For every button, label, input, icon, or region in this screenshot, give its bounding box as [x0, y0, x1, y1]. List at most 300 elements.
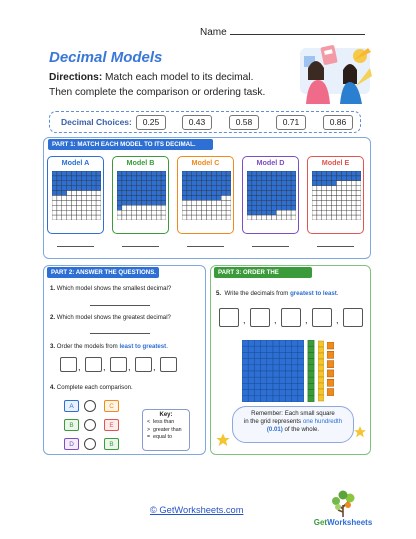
empty-square: [197, 210, 202, 215]
flat-square: [279, 346, 285, 352]
empty-square: [187, 210, 192, 215]
flat-square: [261, 346, 267, 352]
empty-square: [276, 215, 281, 220]
empty-square: [322, 191, 327, 196]
empty-square: [356, 186, 361, 191]
empty-square: [77, 191, 82, 196]
shaded-square: [267, 210, 272, 215]
empty-square: [346, 186, 351, 191]
directions: [49, 71, 299, 100]
empty-square: [182, 205, 187, 210]
flat-square: [267, 352, 273, 358]
answer-line-e[interactable]: [317, 246, 354, 247]
empty-square: [356, 196, 361, 201]
empty-square: [67, 196, 72, 201]
flat-square: [267, 383, 273, 389]
empty-square: [182, 215, 187, 220]
empty-square: [356, 191, 361, 196]
empty-square: [327, 210, 332, 215]
empty-square: [62, 205, 67, 210]
shaded-square: [62, 181, 67, 186]
empty-square: [202, 215, 207, 220]
question-1: [50, 285, 171, 293]
shaded-square: [286, 171, 291, 176]
shaded-square: [252, 186, 257, 191]
empty-square: [62, 200, 67, 205]
answer-line-d[interactable]: [252, 246, 289, 247]
rod-cube: [318, 341, 324, 347]
flat-square: [298, 383, 304, 389]
empty-square: [72, 210, 77, 215]
shaded-square: [262, 181, 267, 186]
empty-square: [216, 215, 221, 220]
empty-square: [322, 215, 327, 220]
shaded-square: [207, 181, 212, 186]
empty-square: [341, 186, 346, 191]
empty-square: [346, 200, 351, 205]
shaded-square: [77, 181, 82, 186]
shaded-square: [81, 171, 86, 176]
empty-square: [86, 191, 91, 196]
shaded-square: [211, 176, 216, 181]
flat-square: [267, 359, 273, 365]
compare-circle[interactable]: [84, 438, 96, 450]
empty-square: [312, 200, 317, 205]
rod-cube: [318, 371, 324, 377]
comma: ,: [128, 362, 131, 372]
flat-square: [273, 383, 279, 389]
rod-cube: [308, 396, 314, 402]
empty-square: [122, 210, 127, 215]
shaded-square: [327, 181, 332, 186]
shaded-square: [137, 176, 142, 181]
shaded-square: [96, 176, 101, 181]
shaded-square: [161, 196, 166, 201]
empty-square: [252, 215, 257, 220]
empty-square: [77, 196, 82, 201]
key-symbol: >: [147, 426, 151, 433]
order-box[interactable]: [85, 357, 102, 372]
unit-cube: [327, 361, 334, 368]
shaded-square: [72, 176, 77, 181]
shaded-square: [91, 176, 96, 181]
question-5: [216, 290, 339, 298]
shaded-square: [52, 181, 57, 186]
shaded-square: [312, 181, 317, 186]
empty-square: [86, 196, 91, 201]
empty-square: [132, 215, 137, 220]
empty-square: [341, 215, 346, 220]
empty-square: [351, 196, 356, 201]
decimal-order-box[interactable]: [250, 308, 270, 327]
flat-square: [248, 340, 254, 346]
empty-square: [327, 196, 332, 201]
shaded-square: [332, 176, 337, 181]
decimal-order-box[interactable]: [312, 308, 332, 327]
shaded-square: [117, 191, 122, 196]
flat-square: [285, 352, 291, 358]
empty-square: [52, 215, 57, 220]
flat-square: [248, 371, 254, 377]
decimal-order-box[interactable]: [343, 308, 363, 327]
shaded-square: [272, 205, 277, 210]
shaded-square: [127, 181, 132, 186]
empty-square: [142, 205, 147, 210]
flat-square: [242, 365, 248, 371]
empty-square: [207, 215, 212, 220]
shaded-square: [356, 176, 361, 181]
page-title: Decimal Models: [49, 49, 163, 66]
rod-cube: [308, 377, 314, 383]
shaded-square: [192, 191, 197, 196]
order-box[interactable]: [60, 357, 77, 372]
shaded-square: [137, 200, 142, 205]
empty-square: [317, 196, 322, 201]
shaded-square: [192, 171, 197, 176]
shaded-square: [161, 171, 166, 176]
shaded-square: [122, 196, 127, 201]
footer-link[interactable]: © GetWorksheets.com: [150, 505, 244, 515]
order-box[interactable]: [135, 357, 152, 372]
shaded-square: [156, 181, 161, 186]
empty-square: [57, 196, 62, 201]
shaded-square: [252, 171, 257, 176]
answer-line-q2[interactable]: [90, 333, 150, 334]
name-line[interactable]: [230, 26, 365, 35]
order-box[interactable]: [160, 357, 177, 372]
empty-square: [197, 200, 202, 205]
question-number: 2.: [50, 314, 56, 321]
choice-chip: 0.71: [276, 115, 306, 130]
question-number: 1.: [50, 285, 56, 292]
shaded-square: [221, 186, 226, 191]
empty-square: [211, 205, 216, 210]
shaded-square: [187, 176, 192, 181]
flat-square: [298, 346, 304, 352]
shaded-square: [161, 181, 166, 186]
shaded-square: [96, 186, 101, 191]
answer-line-c[interactable]: [187, 246, 224, 247]
empty-square: [91, 210, 96, 215]
shaded-square: [192, 181, 197, 186]
flat-square: [248, 396, 254, 402]
empty-square: [291, 210, 296, 215]
shaded-square: [86, 186, 91, 191]
flat-square: [285, 371, 291, 377]
empty-square: [77, 210, 82, 215]
shaded-square: [52, 176, 57, 181]
shaded-square: [226, 181, 231, 186]
shaded-square: [252, 181, 257, 186]
shaded-square: [192, 176, 197, 181]
rod-cube: [308, 390, 314, 396]
empty-square: [337, 196, 342, 201]
shaded-square: [132, 181, 137, 186]
shaded-square: [262, 210, 267, 215]
shaded-square: [247, 181, 252, 186]
rod-cube: [308, 371, 314, 377]
shaded-square: [291, 171, 296, 176]
shaded-square: [281, 196, 286, 201]
shaded-square: [247, 191, 252, 196]
flat-square: [273, 377, 279, 383]
empty-square: [341, 200, 346, 205]
shaded-square: [86, 176, 91, 181]
shaded-square: [221, 181, 226, 186]
shaded-square: [187, 186, 192, 191]
unit-cube: [327, 370, 334, 377]
shaded-square: [211, 186, 216, 191]
shaded-square: [182, 176, 187, 181]
comma: ,: [153, 362, 156, 372]
empty-square: [146, 205, 151, 210]
flat-square: [248, 359, 254, 365]
shaded-square: [346, 176, 351, 181]
shaded-square: [132, 171, 137, 176]
shaded-square: [211, 171, 216, 176]
empty-square: [52, 196, 57, 201]
key-meaning: less than: [153, 419, 175, 426]
empty-square: [286, 210, 291, 215]
decimal-order-box[interactable]: [219, 308, 239, 327]
empty-square: [81, 205, 86, 210]
students-illustration: [294, 42, 376, 104]
empty-square: [187, 215, 192, 220]
shaded-square: [122, 171, 127, 176]
flat-square: [273, 359, 279, 365]
shaded-square: [197, 181, 202, 186]
empty-square: [52, 210, 57, 215]
empty-square: [351, 215, 356, 220]
empty-square: [332, 186, 337, 191]
shaded-square: [52, 171, 57, 176]
flat-square: [254, 340, 260, 346]
question-number: 3.: [50, 343, 56, 350]
flat-square: [242, 340, 248, 346]
empty-square: [312, 205, 317, 210]
shaded-square: [62, 191, 67, 196]
shaded-square: [197, 191, 202, 196]
shaded-square: [276, 186, 281, 191]
shaded-square: [151, 171, 156, 176]
shaded-square: [221, 191, 226, 196]
shaded-square: [322, 181, 327, 186]
answer-line-b[interactable]: [122, 246, 159, 247]
decimal-order-box[interactable]: [281, 308, 301, 327]
shaded-square: [247, 200, 252, 205]
question-number: 5.: [216, 290, 222, 297]
shaded-square: [286, 186, 291, 191]
empty-square: [192, 205, 197, 210]
empty-square: [221, 205, 226, 210]
flat-square: [279, 365, 285, 371]
flat-square: [254, 377, 260, 383]
model-label: Model A: [61, 158, 90, 167]
shaded-square: [272, 196, 277, 201]
ten-rod-yellow: [318, 340, 324, 402]
empty-square: [117, 215, 122, 220]
star-icon: [215, 432, 231, 448]
flat-square: [298, 359, 304, 365]
order-box[interactable]: [110, 357, 127, 372]
empty-square: [202, 205, 207, 210]
answer-line-q1[interactable]: [90, 305, 150, 306]
flat-square: [242, 352, 248, 358]
empty-square: [322, 200, 327, 205]
empty-square: [57, 215, 62, 220]
shaded-square: [207, 171, 212, 176]
flat-square: [292, 396, 298, 402]
empty-square: [57, 205, 62, 210]
empty-square: [146, 215, 151, 220]
shaded-square: [211, 181, 216, 186]
flat-square: [261, 377, 267, 383]
empty-square: [211, 215, 216, 220]
shaded-square: [117, 205, 122, 210]
empty-square: [137, 205, 142, 210]
rod-cube: [308, 346, 314, 352]
flat-square: [248, 377, 254, 383]
key-row: [143, 419, 189, 426]
shaded-square: [72, 186, 77, 191]
shaded-square: [216, 171, 221, 176]
shaded-square: [197, 176, 202, 181]
logo-text: [314, 518, 373, 527]
logo-text-get: Get: [313, 518, 328, 527]
flat-square: [279, 377, 285, 383]
shaded-square: [267, 191, 272, 196]
empty-square: [346, 191, 351, 196]
shaded-square: [267, 196, 272, 201]
flat-square: [292, 346, 298, 352]
compare-circle[interactable]: [84, 400, 96, 412]
empty-square: [312, 215, 317, 220]
rod-cube: [318, 359, 324, 365]
empty-square: [211, 200, 216, 205]
empty-square: [202, 200, 207, 205]
shaded-square: [117, 186, 122, 191]
shaded-square: [117, 181, 122, 186]
shaded-square: [337, 171, 342, 176]
shaded-square: [182, 196, 187, 201]
shaded-square: [346, 171, 351, 176]
name-label: Name: [200, 27, 227, 38]
answer-line-a[interactable]: [57, 246, 94, 247]
flat-square: [254, 390, 260, 396]
empty-square: [187, 200, 192, 205]
unit-cube: [327, 342, 334, 349]
flat-square: [273, 396, 279, 402]
empty-square: [96, 210, 101, 215]
rod-cube: [318, 377, 324, 383]
shaded-square: [122, 181, 127, 186]
flat-square: [242, 390, 248, 396]
shaded-square: [281, 205, 286, 210]
empty-square: [317, 210, 322, 215]
shaded-square: [257, 186, 262, 191]
rod-cube: [308, 352, 314, 358]
shaded-square: [91, 186, 96, 191]
shaded-square: [151, 191, 156, 196]
shaded-square: [77, 186, 82, 191]
flat-square: [254, 365, 260, 371]
shaded-square: [322, 176, 327, 181]
name-field[interactable]: [200, 26, 365, 38]
flat-square: [261, 340, 267, 346]
flat-square: [273, 371, 279, 377]
shaded-square: [122, 176, 127, 181]
empty-square: [86, 200, 91, 205]
empty-square: [127, 210, 132, 215]
empty-square: [161, 210, 166, 215]
shaded-square: [221, 176, 226, 181]
empty-square: [317, 191, 322, 196]
empty-square: [151, 210, 156, 215]
shaded-square: [247, 210, 252, 215]
shaded-square: [216, 196, 221, 201]
shaded-square: [67, 186, 72, 191]
empty-square: [96, 200, 101, 205]
shaded-square: [257, 196, 262, 201]
empty-square: [216, 200, 221, 205]
shaded-square: [291, 200, 296, 205]
shaded-square: [161, 186, 166, 191]
empty-square: [322, 210, 327, 215]
flat-square: [279, 340, 285, 346]
model-label: Model C: [191, 158, 220, 167]
shaded-square: [337, 176, 342, 181]
flat-square: [254, 383, 260, 389]
flat-square: [279, 352, 285, 358]
key-symbol: <: [147, 419, 151, 426]
shaded-square: [257, 200, 262, 205]
empty-square: [247, 215, 252, 220]
flat-square: [292, 365, 298, 371]
flat-square: [254, 396, 260, 402]
compare-left: D: [64, 438, 79, 450]
flat-square: [285, 396, 291, 402]
shaded-square: [216, 181, 221, 186]
shaded-square: [142, 191, 147, 196]
shaded-square: [216, 176, 221, 181]
shaded-square: [67, 171, 72, 176]
empty-square: [81, 210, 86, 215]
shaded-square: [122, 191, 127, 196]
shaded-square: [81, 176, 86, 181]
flat-square: [267, 396, 273, 402]
shaded-square: [127, 196, 132, 201]
shaded-square: [146, 196, 151, 201]
shaded-square: [132, 196, 137, 201]
compare-circle[interactable]: [84, 419, 96, 431]
empty-square: [221, 200, 226, 205]
shaded-square: [291, 196, 296, 201]
shaded-square: [192, 186, 197, 191]
question-2: [50, 314, 171, 322]
shaded-square: [132, 200, 137, 205]
empty-square: [161, 215, 166, 220]
shaded-square: [291, 205, 296, 210]
shaded-square: [317, 176, 322, 181]
shaded-square: [156, 176, 161, 181]
shaded-square: [122, 200, 127, 205]
shaded-square: [226, 176, 231, 181]
shaded-square: [312, 176, 317, 181]
empty-square: [346, 210, 351, 215]
shaded-square: [117, 171, 122, 176]
flat-square: [261, 383, 267, 389]
unit-cube: [327, 351, 334, 358]
